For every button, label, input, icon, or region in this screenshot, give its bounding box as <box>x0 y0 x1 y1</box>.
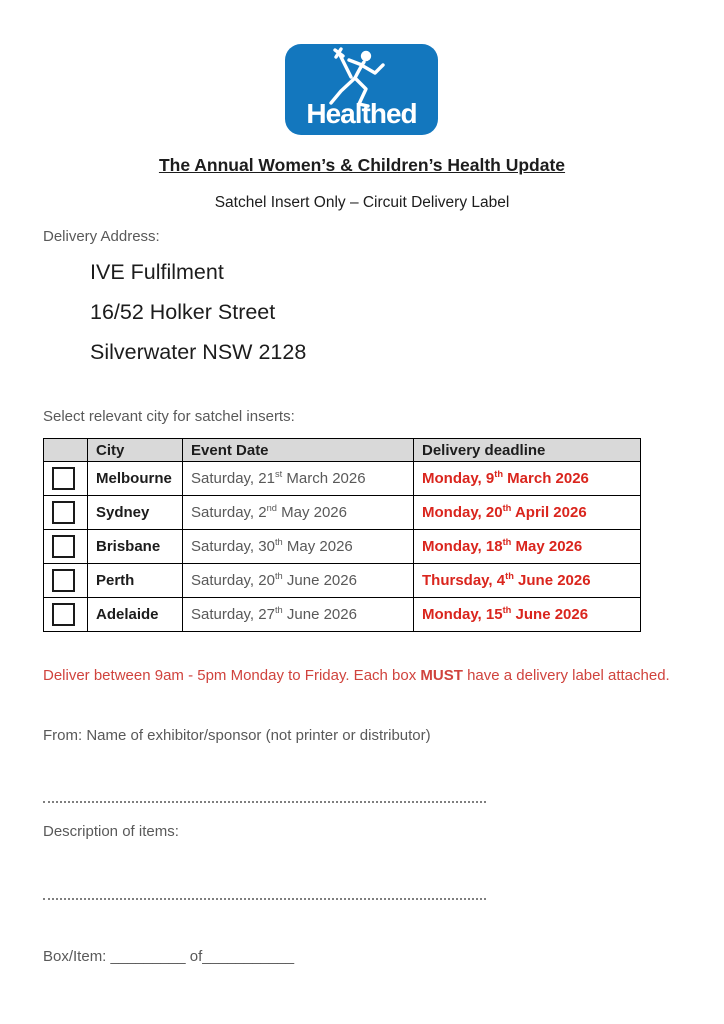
table-row-perth <box>44 564 641 598</box>
delivery-deadline-cell: Thursday, 4th June 2026 <box>414 564 641 598</box>
brisbane-checkbox[interactable] <box>52 535 75 558</box>
adelaide-checkbox[interactable] <box>52 603 75 626</box>
city-schedule-table <box>43 438 641 632</box>
delivery-deadline-cell: Monday, 15th June 2026 <box>414 598 641 632</box>
box-item-label: Box/Item: _________ of___________ <box>43 948 295 965</box>
checkbox-column-header <box>44 439 88 462</box>
event-date-cell: Saturday, 27th June 2026 <box>183 598 414 632</box>
melbourne-checkbox[interactable] <box>52 467 75 490</box>
from-fill-line <box>43 793 486 803</box>
select-city-label: Select relevant city for satchel inserts: <box>43 408 295 425</box>
page-title: The Annual Women’s & Children’s Health Update <box>158 155 566 175</box>
event-date-cell: Saturday, 20th June 2026 <box>183 564 414 598</box>
healthed-logo <box>285 44 438 135</box>
city-cell: Perth <box>88 564 183 598</box>
from-label: From: Name of exhibitor/sponsor (not printer or distributor) <box>43 727 431 744</box>
table-row-sydney <box>44 496 641 530</box>
table-header-row <box>44 439 641 462</box>
city-cell: Melbourne <box>88 462 183 496</box>
city-cell: Brisbane <box>88 530 183 564</box>
delivery-address-block <box>90 252 306 372</box>
description-fill-line <box>43 890 486 900</box>
event-date-cell: Saturday, 30th May 2026 <box>183 530 414 564</box>
table-row-melbourne <box>44 462 641 496</box>
delivery-deadline-cell: Monday, 20th April 2026 <box>414 496 641 530</box>
sydney-checkbox[interactable] <box>52 501 75 524</box>
delivery-address-label: Delivery Address: <box>43 228 160 245</box>
event-date-cell: Saturday, 21st March 2026 <box>183 462 414 496</box>
delivery-instructions-note: Deliver between 9am - 5pm Monday to Friday. Each box MUST have a delivery label attached. <box>43 667 670 684</box>
logo-wordmark: Healthed <box>306 98 417 129</box>
delivery-deadline-cell: Monday, 18th May 2026 <box>414 530 641 564</box>
event-date-column-header: Event Date <box>183 439 414 462</box>
page-subtitle: Satchel Insert Only – Circuit Delivery Label <box>214 194 510 211</box>
table-row-adelaide <box>44 598 641 632</box>
address-line-company: IVE Fulfilment <box>90 260 224 284</box>
city-column-header: City <box>88 439 183 462</box>
delivery-deadline-cell: Monday, 9th March 2026 <box>414 462 641 496</box>
delivery-deadline-column-header: Delivery deadline <box>414 439 641 462</box>
city-cell: Sydney <box>88 496 183 530</box>
event-date-cell: Saturday, 2nd May 2026 <box>183 496 414 530</box>
address-line-suburb: Silverwater NSW 2128 <box>90 340 307 364</box>
description-label: Description of items: <box>43 823 179 840</box>
perth-checkbox[interactable] <box>52 569 75 592</box>
city-cell: Adelaide <box>88 598 183 632</box>
table-row-brisbane <box>44 530 641 564</box>
address-line-street: 16/52 Holker Street <box>90 300 276 324</box>
